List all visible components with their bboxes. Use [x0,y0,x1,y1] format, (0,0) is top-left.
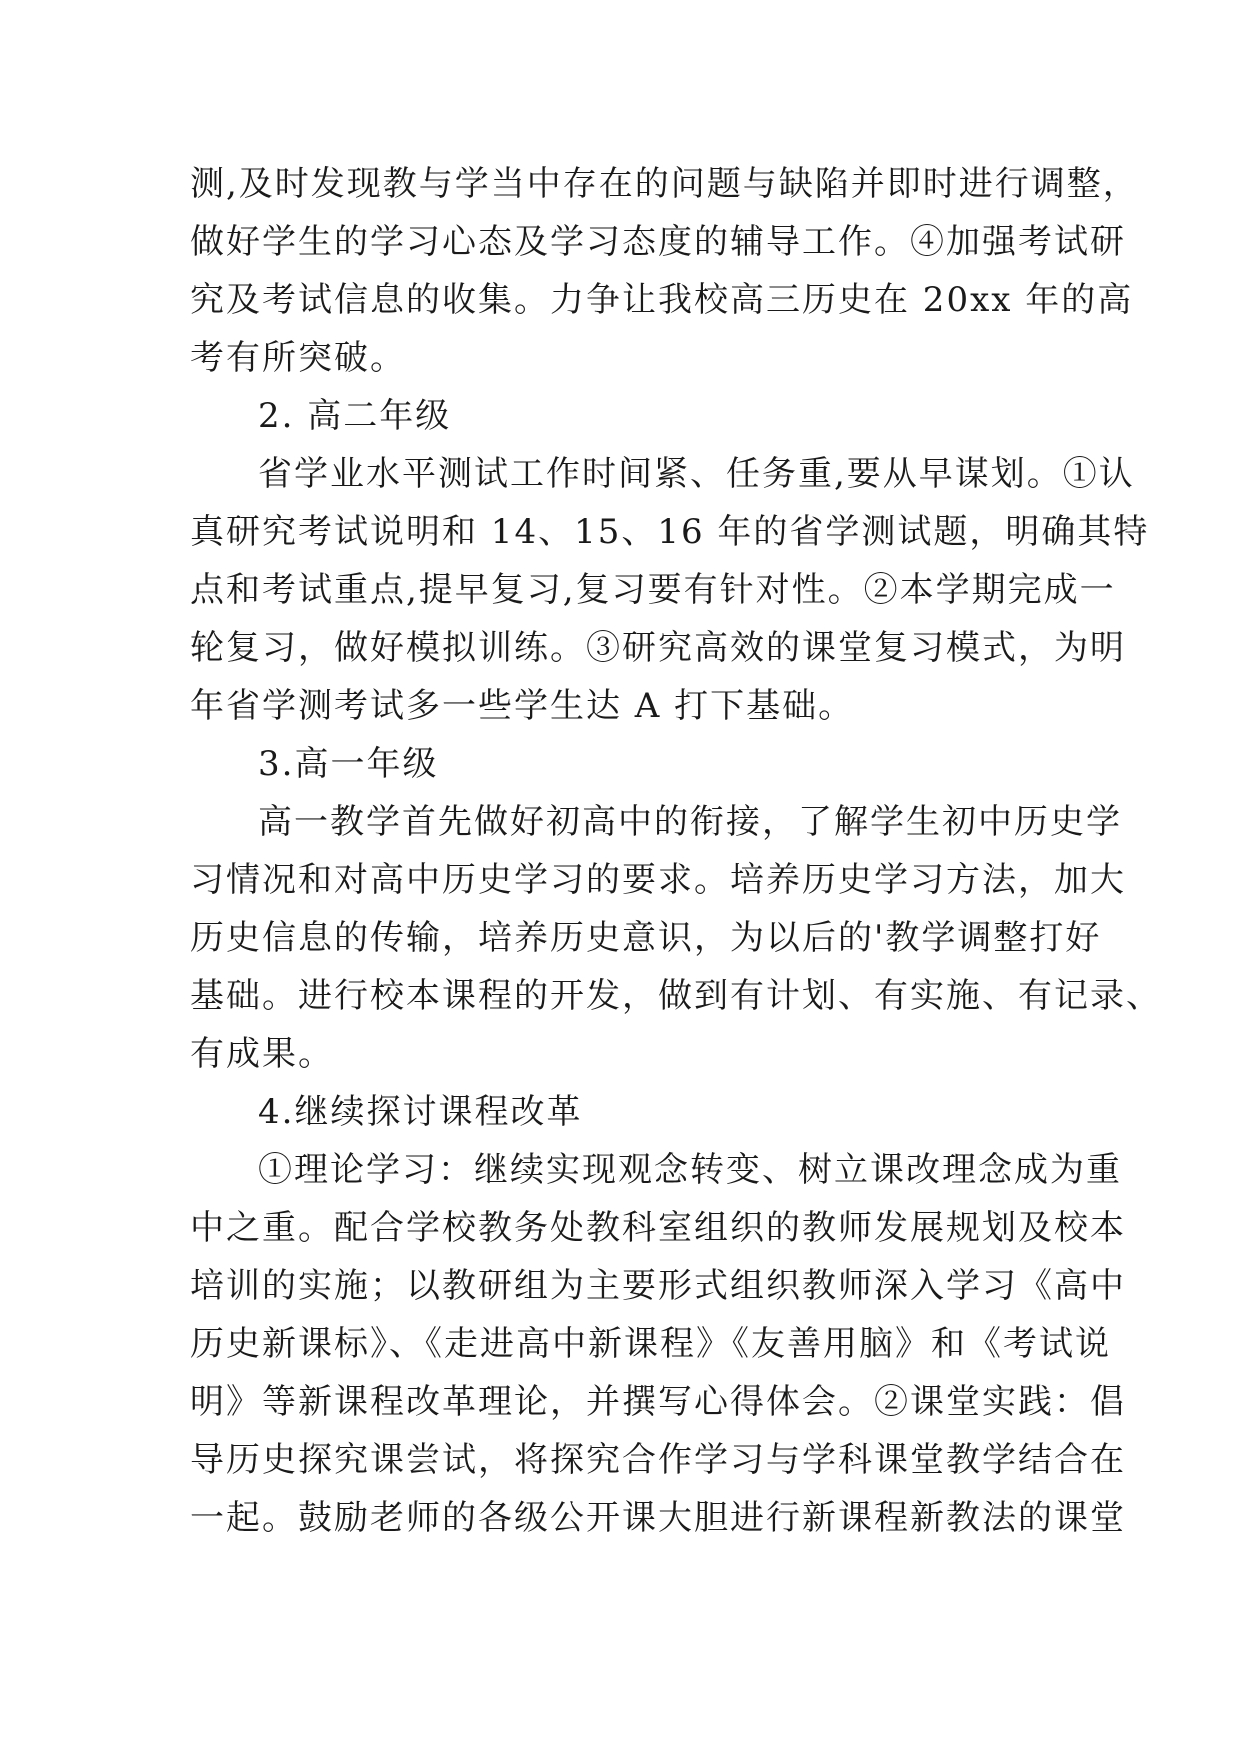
paragraph-line: ①理论学习：继续实现观念转变、树立课改理念成为重 [258,1150,1122,1190]
paragraph-line: 一起。鼓励老师的各级公开课大胆进行新课程新教法的课堂 [190,1498,1126,1538]
paragraph-line: 中之重。配合学校教务处教科室组织的教师发展规划及校本 [190,1208,1126,1248]
paragraph-line: 轮复习，做好模拟训练。③研究高效的课堂复习模式，为明 [190,628,1126,668]
paragraph-line: 导历史探究课尝试，将探究合作学习与学科课堂教学结合在 [190,1440,1126,1480]
paragraph-line: 究及考试信息的收集。力争让我校高三历史在 20xx 年的高 [190,280,1134,320]
paragraph-line: 有成果。 [190,1034,334,1074]
paragraph-line: 历史新课标》、《走进高中新课程》《友善用脑》和《考试说 [190,1324,1111,1364]
paragraph-line: 真研究考试说明和 14、15、16 年的省学测试题，明确其特 [190,512,1150,552]
paragraph-line: 考有所突破。 [190,338,406,378]
paragraph-line: 点和考试重点,提早复习,复习要有针对性。②本学期完成一 [190,570,1116,610]
section-heading: 4.继续探讨课程改革 [258,1092,583,1132]
paragraph-line: 明》等新课程改革理论，并撰写心得体会。②课堂实践：倡 [190,1382,1126,1422]
paragraph-line: 习情况和对高中历史学习的要求。培养历史学习方法，加大 [190,860,1126,900]
section-heading: 2. 高二年级 [258,396,452,436]
paragraph-line: 测,及时发现教与学当中存在的问题与缺陷并即时进行调整， [190,164,1139,204]
paragraph-line: 基础。进行校本课程的开发，做到有计划、有实施、有记录、 [190,976,1162,1016]
paragraph-line: 培训的实施；以教研组为主要形式组织教师深入学习《高中 [190,1266,1126,1306]
paragraph-line: 做好学生的学习心态及学习态度的辅导工作。④加强考试研 [190,222,1126,262]
paragraph-line: 历史信息的传输，培养历史意识，为以后的'教学调整打好 [190,918,1102,958]
paragraph-line: 高一教学首先做好初高中的衔接，了解学生初中历史学 [258,802,1122,842]
paragraph-line: 省学业水平测试工作时间紧、任务重,要从早谋划。①认 [258,454,1135,494]
section-heading: 3.高一年级 [258,744,439,784]
paragraph-line: 年省学测考试多一些学生达 A 打下基础。 [190,686,855,726]
